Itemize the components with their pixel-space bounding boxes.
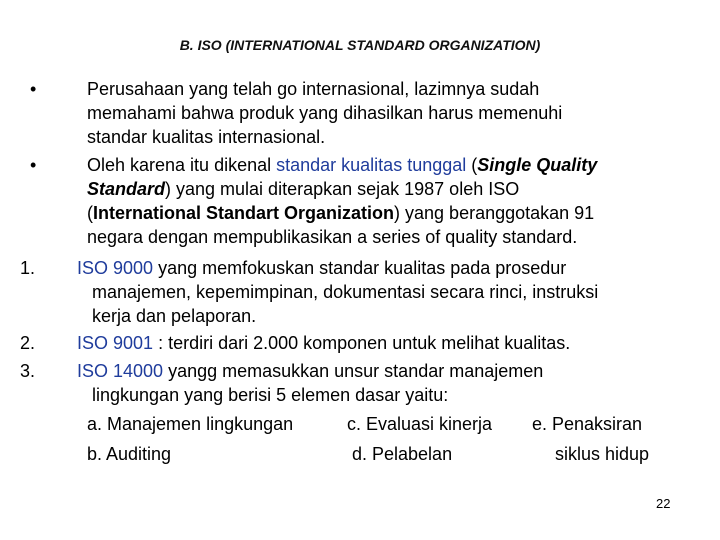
item3-line2: lingkungan yang berisi 5 elemen dasar yaitu: (92, 385, 449, 405)
text-run: yangg memasukkan unsur standar manajemen (163, 361, 544, 381)
emphasis-term: Single Quality (477, 155, 598, 175)
text-run: : terdiri dari 2.000 komponen untuk melihat kualitas. (153, 333, 571, 353)
bullet1-line2: memahami bahwa produk yang dihasilkan harus memenuhi (87, 103, 563, 123)
list-number: 3. (20, 361, 36, 381)
element-b: b. Auditing (87, 444, 172, 464)
text-run: ( (87, 203, 93, 223)
iso-code: ISO 14000 (77, 361, 164, 381)
text-run: ) yang mulai diterapkan sejak 1987 oleh ISO (165, 179, 520, 199)
element-e-continued: siklus hidup (555, 444, 650, 464)
iso-code: ISO 9001 (77, 333, 154, 353)
bullet-marker: • (30, 155, 37, 175)
list-number: 1. (20, 258, 36, 278)
item3-line1 (77, 359, 543, 383)
item2-line1 (77, 331, 570, 355)
bullet1-line3: standar kualitas internasional. (87, 127, 326, 147)
element-c: c. Evaluasi kinerja (347, 414, 493, 434)
bullet2-line2 (87, 177, 519, 201)
item1-line2: manajemen, kepemimpinan, dokumentasi secara rinci, instruksi (92, 282, 599, 302)
text-run: yang memfokuskan standar kualitas pada prosedur (153, 258, 567, 278)
iso-code: ISO 9000 (77, 258, 154, 278)
bullet2-line4: negara dengan mempublikasikan a series of quality standard. (87, 227, 578, 247)
bold-term: International Standart Organization (93, 203, 395, 223)
bullet2-line3 (87, 201, 594, 225)
bullet-marker: • (30, 79, 37, 99)
text-run: ( (466, 155, 478, 175)
item1-line1 (77, 256, 566, 280)
page-number: 22 (656, 496, 671, 511)
highlight-term: standar kualitas tunggal (276, 155, 467, 175)
slide-title: B. ISO (INTERNATIONAL STANDARD ORGANIZATION) (179, 37, 541, 53)
item1-line3: kerja dan pelaporan. (92, 306, 257, 326)
bullet1-line1: Perusahaan yang telah go internasional, lazimnya sudah (87, 79, 540, 99)
emphasis-term: Standard (87, 179, 166, 199)
element-a: a. Manajemen lingkungan (87, 414, 294, 434)
text-run: Oleh karena itu dikenal (87, 155, 277, 175)
element-e: e. Penaksiran (532, 414, 643, 434)
list-number: 2. (20, 333, 36, 353)
element-d: d. Pelabelan (352, 444, 453, 464)
bullet2-line1 (87, 153, 597, 177)
text-run: ) yang beranggotakan 91 (394, 203, 595, 223)
